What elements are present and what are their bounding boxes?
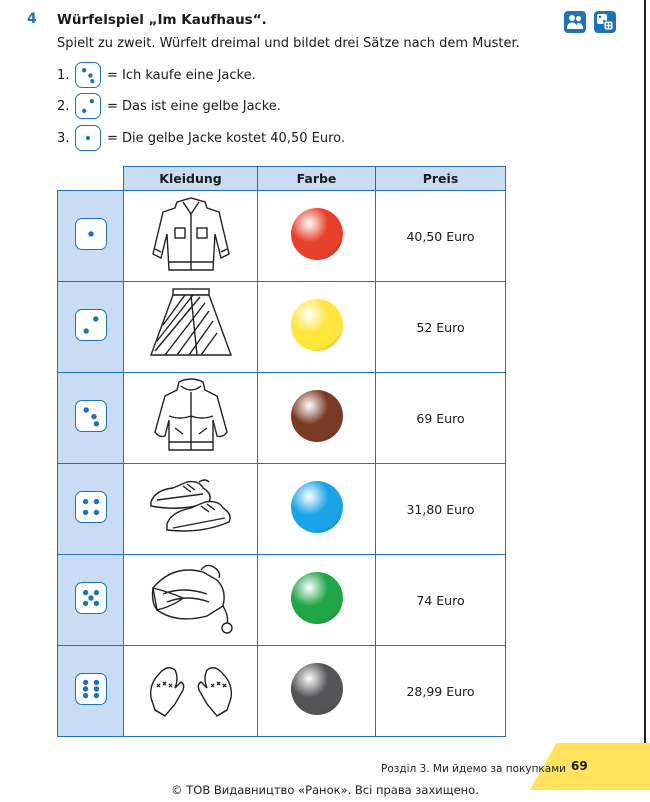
price: 28,99 Euro	[376, 646, 506, 737]
price: 74 Euro	[376, 555, 506, 646]
price: 69 Euro	[376, 373, 506, 464]
die-pip	[90, 99, 94, 103]
table-row	[58, 282, 506, 373]
die-two-icon	[75, 93, 101, 119]
die-pip	[88, 595, 93, 600]
hat-icon	[124, 555, 258, 646]
table-row	[58, 373, 506, 464]
rule-1	[57, 63, 256, 87]
exercise-instruction: Spielt zu zweit. Würfelt dreimal und bildet drei Sätze nach dem Muster.	[57, 36, 520, 51]
die-four-icon	[75, 491, 107, 523]
die-pip	[93, 421, 98, 426]
shoes-icon	[124, 464, 258, 555]
table-row	[58, 646, 506, 737]
die-pip	[91, 414, 96, 419]
price: 52 Euro	[376, 282, 506, 373]
color-ball	[291, 481, 343, 533]
exercise-number: 4	[27, 11, 37, 27]
price: 40,50 Euro	[376, 191, 506, 282]
die-pip	[82, 590, 87, 595]
rule-3	[57, 126, 345, 150]
jacket-icon	[124, 191, 258, 282]
copyright: © ТОВ Видавництво «Ранок». Всі права захищено.	[171, 783, 479, 797]
shopping-table	[57, 166, 506, 737]
die-pip	[93, 510, 98, 515]
task-icons	[564, 11, 616, 33]
die-one-icon	[75, 125, 101, 151]
die-pip	[82, 510, 87, 515]
table-row	[58, 191, 506, 282]
skirt-icon	[124, 282, 258, 373]
die-pip	[93, 499, 98, 504]
rule-number: 3.	[57, 130, 70, 146]
table-row	[58, 555, 506, 646]
die-pip	[88, 231, 93, 236]
mittens-icon	[124, 646, 258, 737]
header-price: Preis	[376, 167, 506, 191]
table-row	[58, 464, 506, 555]
die-pip	[93, 601, 98, 606]
anorak-icon	[124, 373, 258, 464]
die-pip	[93, 316, 98, 321]
die-pip	[88, 73, 92, 77]
die-pip	[90, 79, 94, 83]
header-color: Farbe	[258, 167, 376, 191]
exercise-title: Würfelspiel „Im Kaufhaus“.	[57, 12, 267, 28]
header-clothing: Kleidung	[124, 167, 258, 191]
die-pip	[82, 693, 87, 698]
die-pip	[93, 680, 98, 685]
color-ball	[291, 390, 343, 442]
color-ball	[291, 208, 343, 260]
die-pip	[83, 328, 88, 333]
die-pip	[93, 686, 98, 691]
color-ball	[291, 572, 343, 624]
chapter-title: Розділ 3. Ми йдемо за покупками	[381, 763, 566, 775]
die-pip	[93, 590, 98, 595]
header-blank	[58, 167, 124, 191]
die-pip	[82, 680, 87, 685]
die-three-icon	[75, 62, 101, 88]
rule-number: 2.	[57, 98, 70, 114]
die-three-icon	[75, 400, 107, 432]
die-pip	[86, 136, 90, 140]
price: 31,80 Euro	[376, 464, 506, 555]
die-pip	[83, 407, 88, 412]
rule-text: = Die gelbe Jacke kostet 40,50 Euro.	[107, 130, 345, 146]
die-pip	[82, 109, 86, 113]
page-number: 69	[571, 759, 588, 773]
rule-number: 1.	[57, 67, 70, 83]
die-pip	[93, 693, 98, 698]
die-pip	[82, 68, 86, 72]
rule-text: = Ich kaufe eine Jacke.	[107, 67, 256, 83]
color-ball	[291, 663, 343, 715]
die-pip	[82, 601, 87, 606]
die-one-icon	[75, 218, 107, 250]
dice-icon	[594, 11, 616, 33]
die-six-icon	[75, 673, 107, 705]
die-pip	[82, 499, 87, 504]
die-five-icon	[75, 582, 107, 614]
die-two-icon	[75, 309, 107, 341]
pair-work-icon	[564, 11, 586, 33]
rule-text: = Das ist eine gelbe Jacke.	[107, 98, 281, 114]
rule-2	[57, 94, 281, 118]
die-pip	[82, 686, 87, 691]
color-ball	[291, 299, 343, 351]
